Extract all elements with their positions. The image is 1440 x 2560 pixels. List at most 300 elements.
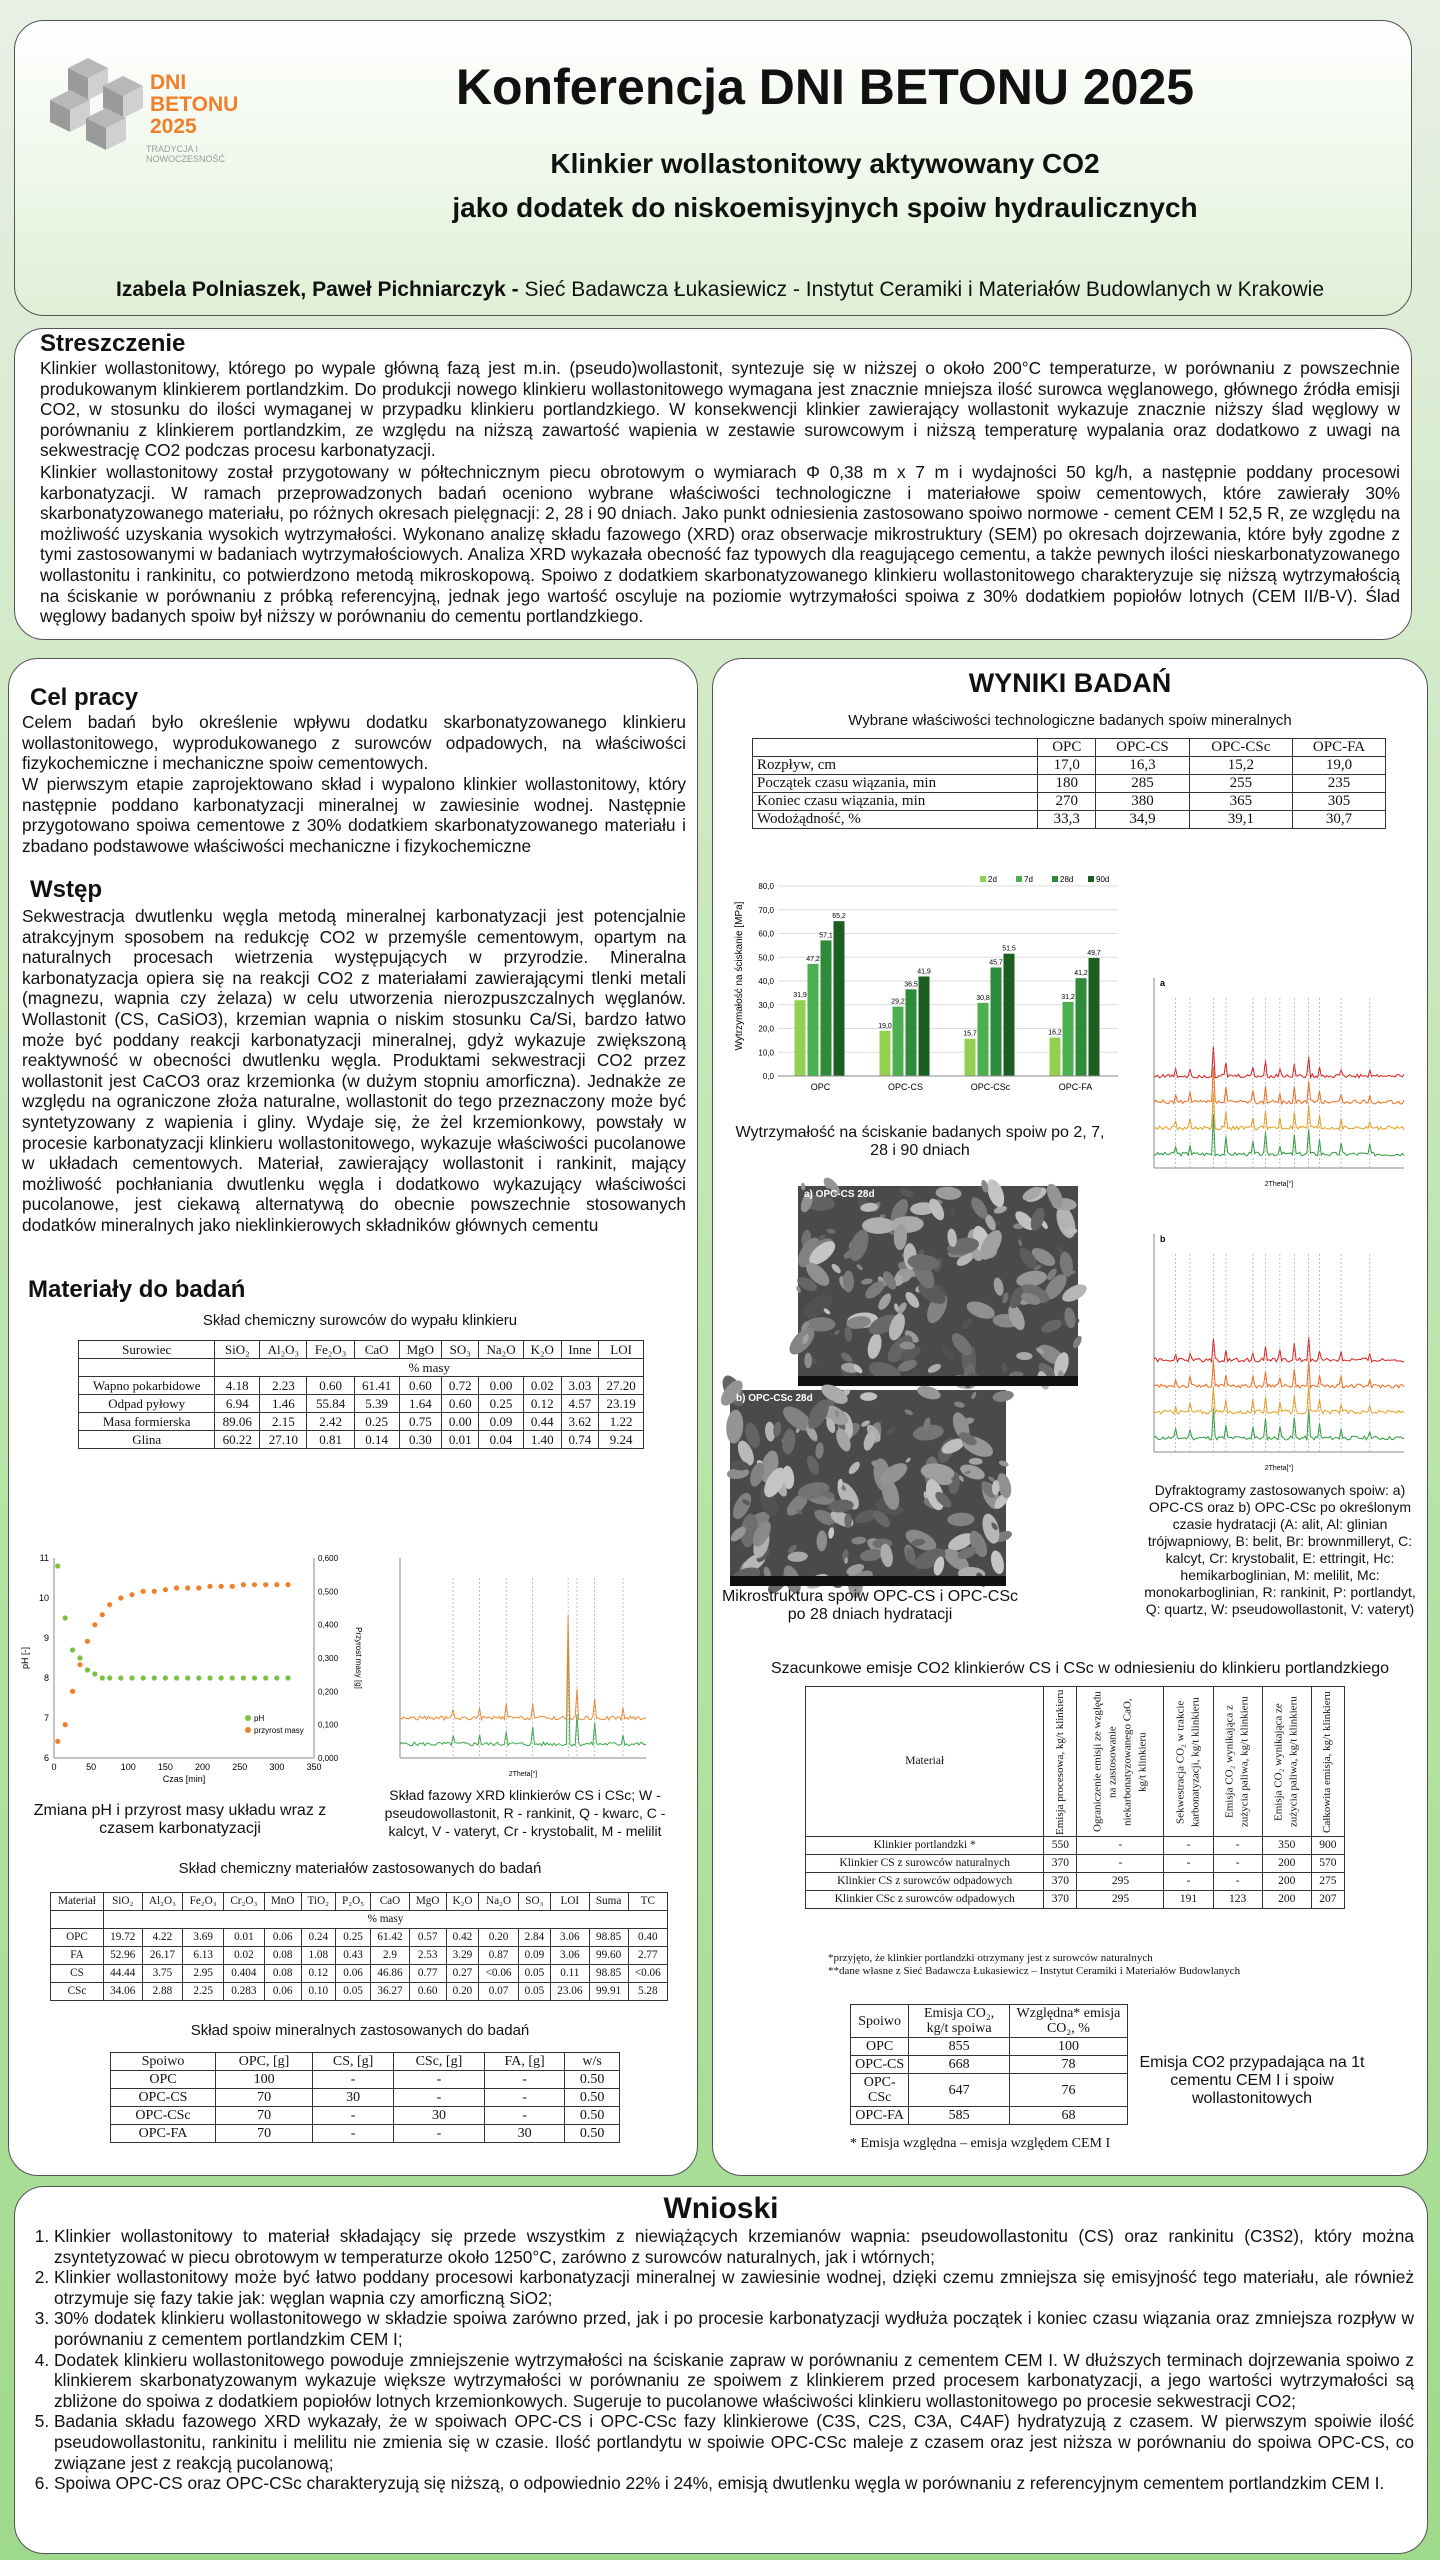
table-cell: 275	[1311, 1873, 1344, 1891]
table-row	[79, 1395, 644, 1413]
ph-mass-chart	[18, 1548, 363, 1784]
sem-image-a	[798, 1186, 1078, 1386]
unit-row	[79, 1359, 644, 1377]
logo-text	[150, 72, 238, 138]
table-cell: 17,0	[1038, 757, 1096, 775]
y-tick-label: 8	[43, 1673, 49, 1683]
bar-label: 47,2	[806, 955, 820, 963]
table-cell: 2.15	[260, 1413, 307, 1431]
table-cell: 30	[484, 2125, 564, 2143]
table-row	[753, 757, 1386, 775]
table-cell: 0.60	[399, 1377, 442, 1395]
table-cell: 0.42	[446, 1929, 479, 1947]
table-cell: 0.05	[336, 1983, 371, 2001]
header-cell: K₂O	[523, 1341, 561, 1359]
bar-label: 36,5	[904, 981, 918, 989]
authors-line	[40, 278, 1400, 302]
table-cell: -	[393, 2071, 484, 2089]
mass-point	[100, 1612, 105, 1617]
table-cell: 0.77	[409, 1965, 446, 1983]
table4-caption: Wybrane właściwości technologiczne badanych spoiw mineralnych	[848, 712, 1292, 729]
bar-OPC-2d	[795, 1000, 806, 1076]
table-cell: 0.30	[399, 1431, 442, 1449]
table-cell: 0.06	[264, 1929, 301, 1947]
table-cell: 16,3	[1096, 757, 1189, 775]
table-cell: OPC	[51, 1929, 104, 1947]
table-cell: 2.88	[142, 1983, 183, 2001]
table-cell: -	[1164, 1837, 1213, 1855]
table-header-row	[79, 1341, 644, 1359]
table-cell: 27.20	[599, 1377, 644, 1395]
sem-grain	[969, 1458, 983, 1465]
y2-tick-label: 0,200	[318, 1687, 339, 1697]
header-cell: SO₃	[442, 1341, 479, 1359]
legend-swatch	[1052, 876, 1058, 882]
table-cell: 4.18	[215, 1377, 260, 1395]
table-cell: 200	[1262, 1855, 1311, 1873]
x-tick-label: OPC-FA	[1058, 1082, 1093, 1092]
table-cell: 70	[215, 2089, 312, 2107]
legend-ph: pH	[254, 1714, 265, 1723]
table-cell: OPC-CSc	[111, 2107, 216, 2125]
table-cell: 0.00	[479, 1377, 524, 1395]
header-cell: P₂O₅	[336, 1893, 371, 1911]
subtitle-line-2: jako dodatek do niskoemisyjnych spoiw hydraulicznych	[452, 192, 1198, 223]
bar-OPC-CSc-2d	[965, 1039, 976, 1076]
header-cell: LOI	[551, 1893, 590, 1911]
table-cell: 3.69	[183, 1929, 224, 1947]
abstract-paragraph-2: Klinkier wollastonitowy został przygotowany w półtechnicznym piecu obrotowym o wymiarach Φ 0,38 m x 7 m i wydajności 50 kg/h, a następnie poddany procesowi karbonatyzacji. W ramach przeprowadzonych badań oceniono wybrane właściwości technologiczne i materiałowe spoiw cementowych, które zawierały 30% skarbonatyzowanego materiału, po różnych okresach pielęgnacji: 2, 28 i 90 dniach. Jako punkt odniesienia zastosowano spoiwo normowe - cement CEM I 52,5 R, ze względu na możliwość uzyskania wysokich wytrzymałości. Wykonano analizę składu fazowego (XRD) oraz obserwacje mikrostruktury (SEM) po okresach dojrzewania, które były zgodne z tymi zastosowanymi w badaniach wytrzymałościowych. Analiza XRD wykazała obecność faz typowych dla reagującego cementu, a także pewnych ilości nieskarbonatyzowanego wollastonitu i rankinitu, co potwierdzono metodą mikroskopową. Spoiwo z dodatkiem skarbonatyzowanego klinkieru wollastonitowego charakteryzuje się niższą wytrzymałością na ściskanie w porównaniu z próbką referencyjną, jednak jego wartość oscyluje na poziomie wytrzymałości spoiwa z 30% dodatkiem popiołów lotnych (CEM II/B-V). Ślad węglowy badanych spoiw był niższy w porównaniu do cementu portlandzkiego.	[40, 462, 1400, 627]
legend-mass-swatch	[245, 1727, 251, 1733]
table3-caption: Skład spoiw mineralnych zastosowanych do badań	[190, 2022, 530, 2039]
properties-table	[752, 738, 1386, 829]
header-cell: Sekwestracja CO₂ w trakcie karbonatyzacji, kg/t klinkieru	[1164, 1687, 1213, 1837]
table-cell: <0.06	[479, 1965, 518, 1983]
header-cell: SO₃	[518, 1893, 550, 1911]
sem-grain	[811, 1357, 818, 1365]
table-cell: 570	[1311, 1855, 1344, 1873]
table-cell: 3.06	[551, 1947, 590, 1965]
table-cell: 0.60	[409, 1983, 446, 2001]
header-cell: Emisja procesowa, kg/t klinkieru	[1044, 1687, 1077, 1837]
table-cell: 0.02	[224, 1947, 265, 1965]
clinker-emissions-table	[805, 1686, 1345, 1909]
header-cell: FA, [g]	[484, 2053, 564, 2071]
ph-point	[92, 1671, 97, 1676]
bar-label: 16,2	[1048, 1029, 1062, 1037]
table-cell: 200	[1262, 1873, 1311, 1891]
mass-point	[230, 1584, 235, 1589]
binders-table	[110, 2052, 620, 2143]
header-cell: MgO	[399, 1341, 442, 1359]
sem-label-a: a) OPC-CS 28d	[804, 1189, 875, 1200]
table-cell: Masa formierska	[79, 1413, 215, 1431]
y-tick-label: 7	[43, 1713, 49, 1723]
table-row	[753, 811, 1386, 829]
header-cell: CSc, [g]	[393, 2053, 484, 2071]
table-cell: 0.72	[442, 1377, 479, 1395]
mass-point	[92, 1622, 97, 1627]
table-cell: -	[313, 2125, 394, 2143]
table-cell: -	[1077, 1855, 1164, 1873]
ph-point	[100, 1675, 105, 1680]
header-cell: Suma	[589, 1893, 628, 1911]
bar-OPC-CS-90d	[919, 976, 930, 1076]
raw-materials-table	[78, 1340, 644, 1449]
table-cell: 0.05	[518, 1965, 550, 1983]
sem-grain	[926, 1362, 942, 1375]
table-cell: 647	[909, 2074, 1010, 2107]
xrd-opc-cs-chart	[1124, 968, 1428, 1190]
table-row	[79, 1413, 644, 1431]
table-cell: 0.44	[523, 1413, 561, 1431]
legend-swatch	[980, 876, 986, 882]
sem-grain	[876, 1291, 894, 1312]
table-row	[753, 775, 1386, 793]
table-cell: 1.40	[523, 1431, 561, 1449]
table-cell: Odpad pyłowy	[79, 1395, 215, 1413]
table-cell: Glina	[79, 1431, 215, 1449]
header-cell: OPC-CS	[1096, 739, 1189, 757]
sem-grain	[1039, 1317, 1063, 1336]
results-title: WYNIKI BADAŃ	[968, 668, 1172, 698]
table-cell: Klinkier CSc z surowców odpadowych	[806, 1891, 1044, 1909]
sem-grain	[904, 1408, 914, 1416]
sem-grain	[860, 1392, 878, 1401]
x-tick-label: 200	[195, 1762, 211, 1772]
sem-image-b	[730, 1390, 1006, 1586]
table-cell: OPC	[851, 2038, 909, 2056]
table-row	[806, 1873, 1345, 1891]
xrd-trace	[1154, 1046, 1404, 1078]
table-cell: 285	[1096, 775, 1189, 793]
chart-panel-label: a	[1160, 978, 1166, 988]
table-cell: CSc	[51, 1983, 104, 2001]
sem-grain	[826, 1228, 836, 1235]
xrd-trace	[1154, 1408, 1404, 1440]
table-row	[851, 2107, 1128, 2125]
table-cell: 39,1	[1189, 811, 1292, 829]
table-cell: 5.39	[354, 1395, 399, 1413]
table5-note-1: *przyjęto, że klinkier portlandzki otrzymany jest z surowców naturalnych	[828, 1952, 1153, 1964]
sem-grain	[827, 1527, 835, 1539]
table-cell: 0.11	[551, 1965, 590, 1983]
ph-point	[241, 1675, 246, 1680]
table-cell: Wodożądność, %	[753, 811, 1038, 829]
table-cell: 27.10	[260, 1431, 307, 1449]
y-tick-label: 10	[38, 1593, 49, 1603]
header-cell: MnO	[264, 1893, 301, 1911]
bar-OPC-28d	[821, 940, 832, 1076]
x-axis-label: 2Theta[°]	[508, 1771, 538, 1778]
table-cell: 2.9	[371, 1947, 410, 1965]
ph-point	[163, 1675, 168, 1680]
table-cell: 0.75	[399, 1413, 442, 1431]
conclusion-item: 5. Badania składu fazowego XRD wykazały, że w spoiwach OPC-CS i OPC-CSc fazy klinkierowe (C3S, C2S, C3A, C4AF) hydratyzują z czasem. W pierwszym spoiwie ilość pseudowollastonitu, rankinitu i melilitu nie zmienia się w czasie. Ilość portlandytu w spoiwie OPC-CSc maleje z czasem oraz jest niższa w porównaniu do spoiwa OPC-CS, co związane jest z reakcją pucolanową;	[54, 2411, 1414, 2473]
table5-notes	[828, 1952, 1240, 1978]
goal-paragraph-1: Celem badań było określenie wpływu dodatku skarbonatyzowanego klinkieru wollastonitowego, wyprodukowanego z surowców odpadowych, na właściwości fizykochemiczne i mechaniczne spoiw cementowych.	[22, 712, 686, 774]
x-tick-label: 300	[269, 1762, 285, 1772]
ph-point	[219, 1675, 224, 1680]
table-cell: 2.53	[409, 1947, 446, 1965]
sem-grain	[844, 1326, 853, 1342]
table-cell: 0.81	[307, 1431, 354, 1449]
header-cell: Materiał	[51, 1893, 104, 1911]
table-row	[806, 1891, 1345, 1909]
legend-label: 28d	[1060, 875, 1074, 884]
table-cell: 3.03	[561, 1377, 599, 1395]
sem-grain	[905, 1457, 911, 1464]
table-cell: Klinkier portlandzki *	[806, 1837, 1044, 1855]
table-cell: OPC-CSc	[851, 2074, 909, 2107]
bar-OPC-CS-7d	[893, 1007, 904, 1076]
sem-grain	[816, 1530, 827, 1551]
mass-point	[70, 1689, 75, 1694]
table-cell: 0.06	[264, 1983, 301, 2001]
table-row	[753, 793, 1386, 811]
table-cell: 0.50	[565, 2071, 620, 2089]
y2-tick-label: 0,300	[318, 1654, 339, 1663]
table-row	[851, 2056, 1128, 2074]
table-cell: 2.25	[183, 1983, 224, 2001]
table-cell: -	[1164, 1855, 1213, 1873]
sem-grain	[885, 1425, 897, 1437]
bar-OPC-FA-2d	[1050, 1038, 1061, 1076]
table-row	[111, 2089, 620, 2107]
table-header-row	[111, 2053, 620, 2071]
x-tick-label: 250	[232, 1762, 248, 1772]
unit-cell	[51, 1911, 104, 1929]
mass-point	[163, 1587, 168, 1592]
header-cell: Fe₂O₃	[183, 1893, 224, 1911]
sem-grain	[989, 1549, 1006, 1575]
table-cell: 1.08	[301, 1947, 335, 1965]
sem-grain	[1017, 1239, 1023, 1247]
x-tick-label: 350	[306, 1762, 322, 1772]
bar-OPC-CS-2d	[880, 1031, 891, 1076]
sem-grain	[865, 1332, 883, 1360]
table-cell: Wapno pokarbidowe	[79, 1377, 215, 1395]
x-tick-label: OPC-CSc	[970, 1082, 1011, 1092]
table-cell: 0.50	[565, 2125, 620, 2143]
ph-point	[118, 1675, 123, 1680]
header-cell: Względna* emisja CO₂, %	[1009, 2005, 1127, 2038]
bar-label: 57,1	[819, 932, 833, 940]
header-cell: MgO	[409, 1893, 446, 1911]
table-cell: 207	[1311, 1891, 1344, 1909]
sem-grain	[1001, 1362, 1009, 1374]
bar-label: 45,7	[989, 959, 1003, 967]
table-cell: 3.06	[551, 1929, 590, 1947]
table-cell: 52.96	[103, 1947, 142, 1965]
ph-point	[141, 1675, 146, 1680]
table-row	[806, 1837, 1345, 1855]
y-tick-label: 60,0	[758, 929, 774, 939]
table-cell: CS	[51, 1965, 104, 1983]
table-cell: 1.22	[599, 1413, 644, 1431]
x-axis-label: 2Theta[°]	[1264, 1181, 1294, 1188]
conclusions-title: Wnioski	[663, 2192, 779, 2225]
table-cell: 9.24	[599, 1431, 644, 1449]
ph-point	[285, 1675, 290, 1680]
x-tick-label: 50	[86, 1762, 97, 1772]
materials-composition-table	[50, 1892, 668, 2001]
table-cell: 100	[215, 2071, 312, 2089]
header-cell: SiO₂	[215, 1341, 260, 1359]
table-cell: 0.14	[354, 1431, 399, 1449]
header-cell: OPC-CSc	[1189, 739, 1292, 757]
y2-tick-label: 0,500	[318, 1587, 339, 1597]
ph-point	[77, 1655, 82, 1660]
mass-point	[241, 1582, 246, 1587]
table-cell: 1.46	[260, 1395, 307, 1413]
table-cell: 100	[1009, 2038, 1127, 2056]
sem-grain	[839, 1351, 854, 1365]
table-cell: 36.27	[371, 1983, 410, 2001]
table-cell: 70	[215, 2107, 312, 2125]
x-tick-label: OPC-CS	[887, 1082, 924, 1092]
conference-logo	[48, 48, 278, 168]
sem-caption: Mikrostruktura spoiw OPC-CS i OPC-CSc po 28 dniach hydratacji	[721, 1588, 1019, 1623]
table-cell: 0.00	[442, 1413, 479, 1431]
header-cell: CS, [g]	[313, 2053, 394, 2071]
table-header-row	[806, 1687, 1345, 1837]
intro-paragraph: Sekwestracja dwutlenku węgla metodą mineralnej karbonatyzacji jest potencjalnie atrakcyjnym sposobem na redukcję CO2 w przemyśle cementowym, opartym na naturalnych procesach wietrzenia występujących w przyrodzie. Mineralna karbonatyzacja opiera się na reakcji CO2 z materiałami zawierającymi tlenki metali (magnezu, wapnia czy żelaza) w celu utworzenia nierozpuszczalnych węglanów. Wollastonit (CS, CaSiO3), krzemian wapnia o niskim stosunku Ca/Si, bardzo łatwo może być poddany reakcji karbonatyzacji mineralnej, gdyż wykazuje zwiększoną reaktywność w obecności dwutlenku węgla. Produktami sekwestracji CO2 przez wollastonit jest CaCO3 oraz krzemionka (w dużym stopniu amorficzna). Jednakże ze względu na ograniczone złoża naturalne, wollastonit do tego przeznaczony może być syntetyzowany z wapienia i gliny. Wydaje się, że żel krzemionkowy, powstały w procesie karbonatyzacji klinkieru wollastonitowego, wykazuje właściwości pucolanowe w układach cementowych. Materiał, zawierający wollastonit i rankinit, mający możliwość pochłaniania dwutlenku węgla i dodatkowo wykazujący właściwości pucolanowe, jest ciekawą alternatywą do obecnie powszechnie stosowanych dodatków mineralnych jako nieklinkierowych składników głównych cementu	[22, 906, 686, 1235]
mass-point	[118, 1595, 123, 1600]
x-tick-label: 100	[120, 1762, 136, 1772]
table-row	[51, 1983, 668, 2001]
header-cell: Fe₂O₃	[307, 1341, 354, 1359]
ph-point	[196, 1675, 201, 1680]
table-cell: 76	[1009, 2074, 1127, 2107]
mass-point	[174, 1585, 179, 1590]
table-cell: 380	[1096, 793, 1189, 811]
sem-grain	[847, 1460, 862, 1476]
xrd-trace	[1154, 1360, 1404, 1388]
ph-point	[185, 1675, 190, 1680]
table-cell: 365	[1189, 793, 1292, 811]
mass-point	[77, 1662, 82, 1667]
table-cell: 0.283	[224, 1983, 265, 2001]
table-cell: 23.19	[599, 1395, 644, 1413]
table-cell: 668	[909, 2056, 1010, 2074]
bar-OPC-CSc-7d	[978, 1003, 989, 1076]
table-cell: OPC-CS	[111, 2089, 216, 2107]
table-cell: 19,0	[1293, 757, 1386, 775]
mass-point	[63, 1722, 68, 1727]
ph-chart-caption: Zmiana pH i przyrost masy układu wraz z czasem karbonatyzacji	[33, 1802, 327, 1837]
sem-texture-a-icon	[798, 1186, 1078, 1386]
header-cell: w/s	[565, 2053, 620, 2071]
sem-grain	[947, 1512, 974, 1526]
table-cell: -	[313, 2107, 394, 2125]
sem-grain	[899, 1187, 915, 1199]
table-cell: Początek czasu wiązania, min	[753, 775, 1038, 793]
y2-axis-label: Przyrost masy [g]	[354, 1627, 363, 1689]
table-cell: -	[1213, 1837, 1262, 1855]
bar-label: 30,8	[976, 994, 990, 1002]
table-cell: 0.87	[479, 1947, 518, 1965]
table-cell: 19.72	[103, 1929, 142, 1947]
sem-info-bar	[798, 1376, 1078, 1386]
ph-point	[263, 1675, 268, 1680]
table-cell: 305	[1293, 793, 1386, 811]
table-cell: 0.08	[264, 1965, 301, 1983]
table-cell: 1.64	[399, 1395, 442, 1413]
table-row	[79, 1377, 644, 1395]
legend-label: 7d	[1024, 875, 1033, 884]
unit-cell: % masy	[103, 1911, 667, 1929]
intro-title: Wstęp	[30, 876, 102, 903]
header-cell: Ograniczenie emisji ze względu na zastosowanie niekarbonatyzowanego CaO, kg/t klinkieru	[1077, 1687, 1164, 1837]
logo-line-2: BETONU	[150, 93, 239, 116]
table-row	[851, 2074, 1128, 2107]
header-cell: LOI	[599, 1341, 644, 1359]
table-row	[851, 2038, 1128, 2056]
table-cell: 0.40	[628, 1929, 667, 1947]
table-cell: <0.06	[628, 1965, 667, 1983]
table-cell: 61.42	[371, 1929, 410, 1947]
table-cell: 0.01	[442, 1431, 479, 1449]
ph-point	[174, 1675, 179, 1680]
table6-note: * Emisja względna – emisja względem CEM I	[850, 2136, 1111, 2151]
xrd-trace	[1154, 1385, 1404, 1414]
header-cell: K₂O	[446, 1893, 479, 1911]
mass-point	[263, 1582, 268, 1587]
table-cell: 180	[1038, 775, 1096, 793]
ph-point	[63, 1615, 68, 1620]
y-axis-label: Wytrzymałość na ściskanie [MPa]	[734, 901, 745, 1051]
table-cell: 33,3	[1038, 811, 1096, 829]
y2-tick-label: 0,600	[318, 1554, 339, 1563]
mass-point	[152, 1589, 157, 1594]
xrd-binders-caption: Dyfraktogramy zastosowanych spoiw: a) OPC-CS oraz b) OPC-CSc po określonym czasie hydratacji (A: alit, Al: glinian trójwapniowy, B: belit, Br: brownmilleryt, C: kalcyt, Cr: krystobalit, E: ettringit, Hc: hemikarboglinian, M: melilit, Mc: monokarboglinian, R: rankinit, P: portlandyt, Q: quartz, W: pseudowollastonit, V: vateryt)	[1144, 1482, 1416, 1617]
table-cell: 0.10	[301, 1983, 335, 2001]
header-cell: Na₂O	[479, 1893, 518, 1911]
y-tick-label: 50,0	[758, 953, 774, 963]
table-cell: 3.29	[446, 1947, 479, 1965]
xrd-trace	[400, 1615, 646, 1720]
sem-info-bar	[730, 1576, 1006, 1586]
table-row	[111, 2107, 620, 2125]
sem-texture-b-icon	[730, 1390, 1006, 1586]
header-cell: Spoiwo	[111, 2053, 216, 2071]
table-row	[111, 2125, 620, 2143]
bar-OPC-FA-90d	[1089, 958, 1100, 1076]
sem-grain	[937, 1477, 953, 1485]
sem-label-b: b) OPC-CSc 28d	[736, 1393, 813, 1404]
logo-tagline: TRADYCJA I NOWOCZESNOŚĆ	[146, 144, 226, 164]
bar-label: 15,7	[963, 1030, 977, 1038]
ph-point	[129, 1675, 134, 1680]
bar-label: 31,2	[1061, 993, 1075, 1001]
bar-OPC-CSc-90d	[1004, 954, 1015, 1076]
header-cell: SiO₂	[103, 1893, 142, 1911]
table-cell: -	[484, 2071, 564, 2089]
table1-caption: Skład chemiczny surowców do wypału klinkieru	[202, 1312, 518, 1329]
header-cell: CaO	[354, 1341, 399, 1359]
table-cell: 123	[1213, 1891, 1262, 1909]
strength-chart	[730, 866, 1130, 1102]
x-tick-label: OPC	[810, 1082, 831, 1092]
bar-label: 49,7	[1087, 949, 1101, 957]
bar-OPC-CS-28d	[906, 989, 917, 1076]
header-cell: Emisja CO₂, kg/t spoiwa	[909, 2005, 1010, 2038]
sem-grain	[833, 1329, 840, 1335]
table-cell: -	[313, 2071, 394, 2089]
logo-line-1: DNI	[150, 71, 187, 94]
bar-label: 41,2	[1074, 970, 1088, 978]
